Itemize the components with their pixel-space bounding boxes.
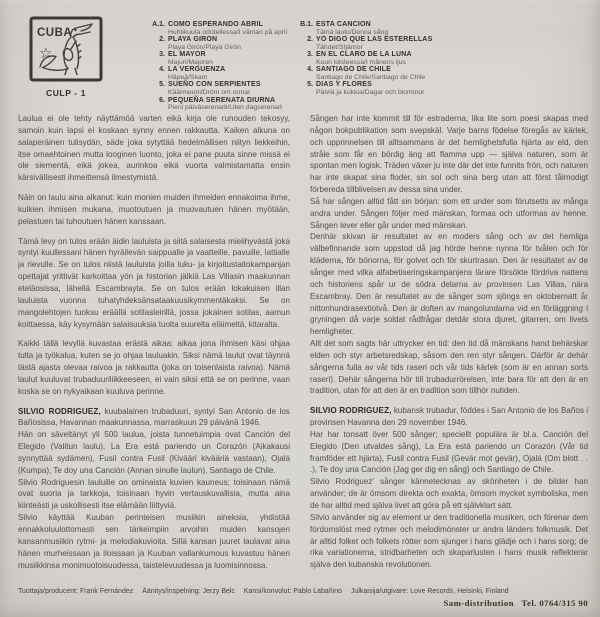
track-row <box>147 36 297 51</box>
bio-paragraph: Silvio käyttää Kuuban perinteisen musiikin aineksia, yhdistää ennakkoluulottomasti sen tärkeimpiin arvoihin muiden kansojen kansanmusiikin rytmi- ja melodiakuvioita. Sillä kansan juuret laulavat aina hänen murheissaan ja iloissaan ja Kuuban vallankumous kuvastuu hänen musiikkinsa monimuotoisuudessa, taistelevuudessa ja luomisinnossa. <box>18 513 290 570</box>
track-row <box>147 21 297 36</box>
liner-notes <box>18 113 588 587</box>
catalog-number: CULP - 1 <box>45 88 87 98</box>
credit-label: Äänitys/inspelning: <box>142 588 201 595</box>
track-title: PLAYA GIRON <box>168 36 218 44</box>
bio-paragraph: Hän on säveltänyt yli 500 laulua, joista tunnetuimpia ovat Canción del Elegido (Valitun laulu), La Era está pariendo un Corazón (Aikakausi synnyttää sydämen), Fusil contra Fusil (Kivääri kivääriä vastaan), Ojalá (Kumpa), Te doy una Canción (Annan sinulle laulun), Santiago de Chile. <box>18 430 290 475</box>
track-translation: Häpeä/Skam <box>168 74 208 82</box>
track-row <box>147 97 297 112</box>
track-title: COMO ESPERANDO ABRIL <box>168 21 264 28</box>
track-row <box>295 21 535 36</box>
track-row <box>295 81 535 96</box>
track-translation: Santiago de Chile/Santiago de Chile <box>316 74 426 82</box>
track-title: YO DIGO QUE LAS ESTERELLAS <box>316 36 433 44</box>
track-number: 6. <box>159 96 165 104</box>
paragraph: Allt det som sagts här uttrycker en tid: den tid då mänskans hand behärskar elden och styr arbetsredskap, såsom den ren styr sången. Därför är dehär sångerna fulla av vår tids raseri och vår tids kärlek (som är en annan sorts raseri). Dehär sångerna hör till trubadurrörelsen, inte bara för att den är en tradition, utan för att den är en tradition som tillhör nutiden. <box>310 339 588 396</box>
track-number: 5. <box>159 81 165 89</box>
track-row <box>295 36 535 51</box>
track-number: B.1. <box>300 21 313 28</box>
paragraph: Sången har inte kommit till för estraderna, lika lite som poesi skapas med någon bokpublikation som svepskäl. Varje barns födelse föregås av kärlek, och upprinnelsen till alltsammans är det hemlighetsfulla hjärta av eld, den stråle som får en bördig äng att flamma upp — själva naturen, som är spontan men logisk. Träden växer ju inte där det inte funnits frön, och naturen har inte skapat sina floder, sin sol och sina berg utan att först tålmodigt förbereda tillblivelsen av dessa sina under. <box>310 114 588 195</box>
track-translation: Kuun loisteessa/I månens ljus <box>316 58 406 66</box>
credit-label: Julkaisija/utgivare: <box>350 588 409 595</box>
track-translation: Käärmeuni/Dröm om ormar <box>168 89 251 97</box>
track-row <box>295 66 535 81</box>
cuba-label-logo <box>29 16 103 84</box>
track-translation: Päiviä ja kukkia/Dagar och blommor <box>316 89 425 97</box>
track-number: 2. <box>159 36 165 44</box>
track-title: PEQUEÑA SERENATA DIURNA <box>168 96 276 104</box>
paragraph: Denhär skivan är resultatet av en moders sång och av det hemliga välbefinnande som uppstod då jag hörde henne nynna för tvålen och för kläderna, för bönorna, för golvet och för skurtrasan. Den är resultatet av de sånger med vilka alfabetiseringskampanjens lärare försökte fördriva nattens och historiens spår ur de södra delarna av provinsen Las Villas, nära Escambray. Den är resultatet av de sånger som sjöngs en oktobernatt år nittonhundrasextiotvå. Den är doften av mangolundarna vid en förläggning i gryningen då varje soldat rådfrågar detdär stora djuret, gitarren, om livets hemligheter. <box>310 232 588 337</box>
finnish-text-column <box>18 113 290 587</box>
bio-paragraph: Silvio Rodriguez' sånger kännetecknas av skönheten i de bilder han använder; de är ömsom direkta och exakta, ömsom mycket symboliska, men de har alltid med själva livet att göra på ett självklart sätt. <box>310 477 588 510</box>
label-logo-block <box>24 16 108 98</box>
credit-label: Kansi/konvolut: <box>243 588 292 595</box>
track-translation: Pieni päiväserenadi/Liten dagserenad <box>168 104 282 112</box>
bio-paragraph: Silvio Rodriguesin lauluille on ominaista kuvien kauneus; toisinaan nämä ovat suoria ja tarkkoja, toisinaan hyvin vertauskuvallisia, mutta aina kiinteästi ja uskollisesti itse elämään liittyviä. <box>18 477 290 511</box>
paragraph: Kaikki tällä levyllä kuvastaa erästä aikaa: aikaa jona ihmisen käsi ohjaa tulta ja työkalua, kuten se jo ohjaa lauluakin. Siksi nämä laulut ovat täynnä tästä ajasta olevaa raivoa ja rakkautta (joka on toisenlaista raivoa). Nämä laulut kuuluvat trubaduuriliikkeeseen, ei vain siksi että se on perinne, vaan koska se on nykyaikaan kuuluva perinne. <box>18 339 290 396</box>
track-number: 3. <box>307 51 313 59</box>
bio-paragraph: Silvio använder sig av element ur den traditionella musiken, och förenar dem fördomslöst med rytmer och melodimönster ur andra länders folkmusik. Det är alltid folket och folkets rötter som sjunger i hans glädje och i hans sorg; de rika variationerna, stridbarheten och skaparlusten i hans musik reflekterar själva den kubanska revolutionen. <box>310 512 588 570</box>
track-title: EN EL CLARO DE LA LUNA <box>316 51 412 59</box>
credits-footer <box>18 588 588 608</box>
track-title: DIAS Y FLORES <box>316 81 373 89</box>
credit-value: Pablo Labañino <box>293 588 342 595</box>
track-translation: Playa Girón/Playa Girón <box>168 43 241 51</box>
crocodile-logo-icon <box>29 16 103 84</box>
logo-star-icon: ☆ <box>39 44 53 62</box>
credits-line <box>18 588 588 595</box>
swedish-text-column <box>310 113 588 587</box>
track-translation: Tähdet/Stjärnor <box>316 43 363 51</box>
track-row <box>147 81 297 96</box>
bio-intro: kuubalainen trubaduuri, syntyi San Antonio de los Bañosissa, Havannan maakunnassa, marraskuun 29 päivänä 1946. <box>18 406 290 428</box>
bio-paragraph: Har har tonsatt över 500 sånger; speciellt populära är bl.a. Canción del Elegido (Den utvaldes sång), La Era está pariendo un Corazón (Vår tid framföder ett hjärta), Fusil contra Fusil (Gevär mot gevär), Ojalá (Om blott . . .), Te doy una Canción (Jag ger dig en sång) och Santiago de Chile. <box>310 429 588 475</box>
paragraph: Laulua ei ole tehty näyttämöä varten eikä kirja ole runouden tekosyy, samoin kuin lapsi ei koskaan synny ennen rakkautta. Kaiken alkuna on salaperäinen tulisydän, säde joka sytyttää hedelmällisen niityn liekkeihin, itse omaehtoinen mutta looginen luonto, joka ei pane puuta sinne missä ei ole siementä, eikä jokea, aurinkoa eikä vuorta valmistamatta ensin kärsivällisesti ihmeittensä ilmestymistä. <box>18 114 290 183</box>
bio-intro: kubansk trubadur, föddes i San Antonio de los Baños i provinsen Havanna den 29 november 1946. <box>310 406 588 428</box>
credit-value: Frank Fernández <box>80 588 134 595</box>
track-number: 3. <box>159 51 165 59</box>
track-row <box>147 66 297 81</box>
credit-value: Love Records, Helsinki, Finland <box>410 588 509 595</box>
credit-label: Tuottaja/producent: <box>18 588 79 595</box>
track-translation: Huhtikuuta odotellessa/I väntan på april <box>168 28 288 36</box>
side-a-tracklist <box>147 21 297 112</box>
track-number: A.1. <box>152 21 165 28</box>
paragraph: Tämä levy on tulos erään äidin lauluista ja siitä salaisesta mielihyvästä joka syntyi kuullessani hänen hyräilevän saippualle ja vaatteille, pavuille, lattialle ja rievulle. Se on tulos niistä lauluista joilla luku- ja kirjoitustaitokampanjan opettajat yrittivät karkoittaa yön ja historian jälkiä Las Villasin maakunnan eteläosissa, lähellä Escambrayta. Se on tulos erään lokakuisen illan lauluista vuonna tuhatyhdeksänsataakuusikymmentäkaksi. Se on mangolehtojen tuoksu eräällä sotilasleirillä, jossa jokainen sotilas, aamun koittaessa, käy kysymään salaisuuksia tuolta suurelta eläimeltä, kitaralta. <box>18 236 290 329</box>
track-title: ESTA CANCION <box>316 21 371 28</box>
track-title: SUEÑO CON SERPIENTES <box>168 81 261 89</box>
bio-paragraph <box>310 405 588 429</box>
paragraph: Så har sången alltid fått sin början: som ett under som förutsetts av många andra under. Sången följer med mänskan, formas och utformas av henne. Sången lever eller går under med mänskan. <box>310 196 588 230</box>
track-number: 4. <box>159 66 165 74</box>
bio-paragraph <box>18 406 290 430</box>
track-translation: Tämä laulu/Denna sång <box>316 28 389 36</box>
artist-name: SILVIO RODRIGUEZ, <box>310 406 392 416</box>
track-translation: Majuri/Majoren <box>168 58 213 66</box>
track-number: 2. <box>307 36 313 44</box>
track-number: 4. <box>307 66 313 74</box>
logo-country-text: CUBA <box>37 27 73 39</box>
artist-name: SILVIO RODRIGUEZ, <box>18 406 101 416</box>
distribution-stamp: Sam-distribution Tel. 0764/315 90 <box>443 597 588 608</box>
paragraph: Näin on laulu aina alkanut: kuin monien muiden ihmeiden ennakoima ihme, kulkien ihmisen mukana, muotoutuen ja muovautuen hänen myötään, pelastuen tai tuhoutuen hänen kanssaan. <box>18 193 290 226</box>
track-row <box>295 51 535 66</box>
track-row <box>147 51 297 66</box>
side-b-tracklist <box>295 21 535 97</box>
track-title: SANTIAGO DE CHILE <box>316 66 391 74</box>
track-title: LA VERGUENZA <box>168 66 226 74</box>
credit-value: Jerzy Belc <box>202 588 235 595</box>
track-number: 5. <box>307 81 313 89</box>
track-title: EL MAYOR <box>168 51 206 59</box>
